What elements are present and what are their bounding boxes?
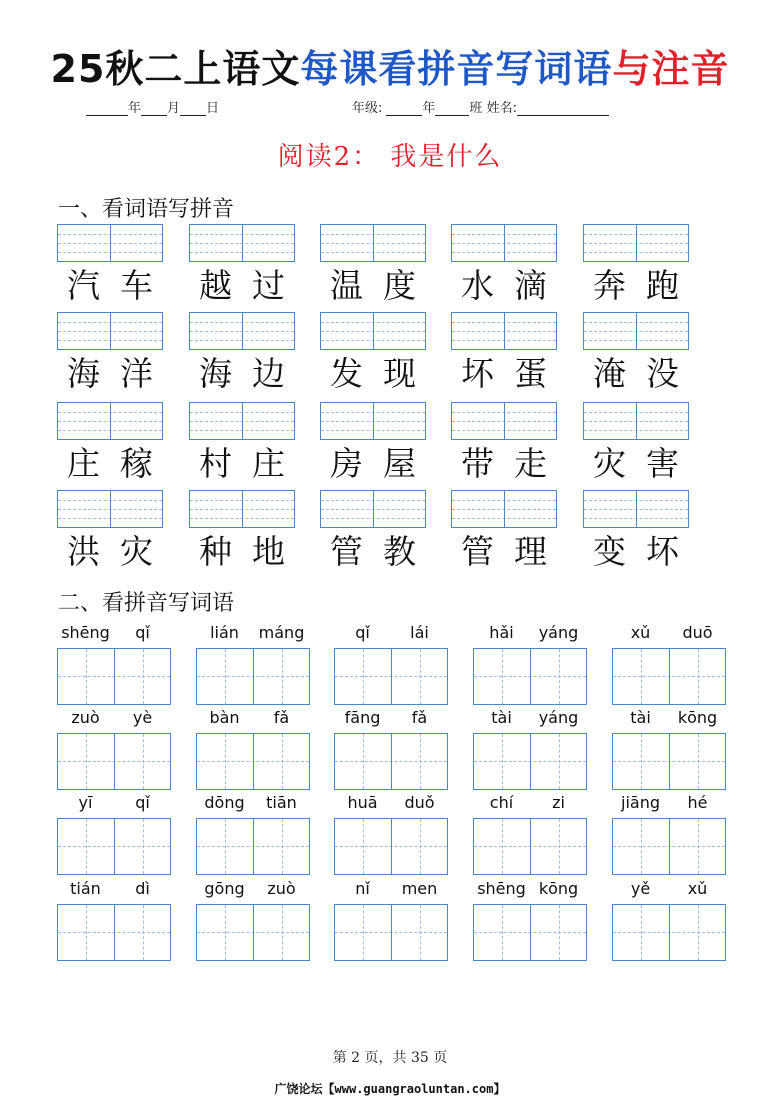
pinyin-writing-box[interactable] bbox=[320, 312, 426, 350]
date-line bbox=[86, 97, 219, 116]
pinyin-writing-box[interactable] bbox=[451, 312, 557, 350]
class-label: 班 bbox=[469, 101, 483, 116]
character-writing-grid[interactable] bbox=[334, 648, 448, 705]
pinyin-syllable: fǎ bbox=[411, 708, 428, 727]
word-char: 水 bbox=[461, 266, 494, 305]
pinyin-syllable: qǐ bbox=[135, 793, 150, 812]
class-blank[interactable] bbox=[435, 103, 469, 116]
word-char: 灾 bbox=[120, 532, 153, 571]
pinyin-writing-box[interactable] bbox=[57, 312, 163, 350]
character-writing-grid[interactable] bbox=[57, 648, 171, 705]
character-writing-grid[interactable] bbox=[334, 733, 448, 790]
character-writing-grid[interactable] bbox=[196, 648, 310, 705]
pinyin-syllable: hé bbox=[687, 793, 708, 812]
pinyin-syllable: máng bbox=[258, 623, 305, 642]
day-blank[interactable] bbox=[180, 103, 206, 116]
word-char: 理 bbox=[514, 532, 547, 571]
character-writing-grid[interactable] bbox=[334, 818, 448, 875]
word-char: 屋 bbox=[383, 444, 416, 483]
pinyin-syllable: zuò bbox=[267, 879, 296, 898]
word-char: 蛋 bbox=[514, 354, 547, 393]
word-char: 房 bbox=[330, 444, 363, 483]
pinyin-writing-box[interactable] bbox=[189, 224, 295, 262]
character-writing-grid[interactable] bbox=[196, 733, 310, 790]
pinyin-syllable: zi bbox=[552, 793, 565, 812]
word-char: 村 bbox=[199, 444, 232, 483]
pinyin-writing-box[interactable] bbox=[57, 402, 163, 440]
year-label: 年 bbox=[128, 101, 142, 116]
word-char: 边 bbox=[252, 354, 285, 393]
pinyin-syllable: dì bbox=[135, 879, 150, 898]
pinyin-syllable: gōng bbox=[204, 879, 245, 898]
word-char: 度 bbox=[383, 266, 416, 305]
grade-blank[interactable] bbox=[386, 103, 422, 116]
student-line bbox=[352, 97, 609, 116]
pinyin-syllable: tiān bbox=[266, 793, 297, 812]
pinyin-syllable: fāng bbox=[344, 708, 381, 727]
word-char: 稼 bbox=[120, 444, 153, 483]
pinyin-writing-box[interactable] bbox=[451, 402, 557, 440]
character-writing-grid[interactable] bbox=[196, 904, 310, 961]
pinyin-syllable: dōng bbox=[204, 793, 245, 812]
word-char: 灾 bbox=[593, 444, 626, 483]
pinyin-writing-box[interactable] bbox=[189, 312, 295, 350]
pinyin-syllable: lái bbox=[410, 623, 429, 642]
pinyin-writing-box[interactable] bbox=[189, 490, 295, 528]
character-writing-grid[interactable] bbox=[473, 904, 587, 961]
word-char: 温 bbox=[330, 266, 363, 305]
word-char: 庄 bbox=[67, 444, 100, 483]
character-writing-grid[interactable] bbox=[57, 818, 171, 875]
title-part-1: 25秋二上语文 bbox=[50, 47, 301, 91]
pinyin-syllable: zuò bbox=[71, 708, 100, 727]
character-writing-grid[interactable] bbox=[612, 904, 726, 961]
pinyin-syllable: tài bbox=[491, 708, 512, 727]
pinyin-syllable: hǎi bbox=[489, 623, 514, 642]
word-char: 海 bbox=[199, 354, 232, 393]
word-char: 海 bbox=[67, 354, 100, 393]
pinyin-syllable: yè bbox=[132, 708, 153, 727]
pinyin-syllable: jiāng bbox=[621, 793, 660, 812]
pinyin-writing-box[interactable] bbox=[451, 490, 557, 528]
month-blank[interactable] bbox=[141, 103, 167, 116]
name-label: 姓名: bbox=[486, 101, 517, 116]
character-writing-grid[interactable] bbox=[196, 818, 310, 875]
word-char: 种 bbox=[199, 532, 232, 571]
pinyin-syllable: kōng bbox=[538, 879, 579, 898]
pinyin-syllable: tài bbox=[630, 708, 651, 727]
word-char: 变 bbox=[593, 532, 626, 571]
pinyin-writing-box[interactable] bbox=[320, 224, 426, 262]
page-title bbox=[0, 38, 780, 93]
pinyin-syllable: yī bbox=[78, 793, 93, 812]
pinyin-syllable: qǐ bbox=[355, 623, 370, 642]
section2-heading: 二、看拼音写词语 bbox=[58, 591, 235, 616]
word-char: 坏 bbox=[461, 354, 494, 393]
word-char: 庄 bbox=[252, 444, 285, 483]
word-char: 过 bbox=[252, 266, 285, 305]
pinyin-syllable: yáng bbox=[538, 623, 579, 642]
word-char: 跑 bbox=[646, 266, 679, 305]
pinyin-syllable: duō bbox=[682, 623, 713, 642]
pinyin-writing-box[interactable] bbox=[583, 224, 689, 262]
character-writing-grid[interactable] bbox=[473, 733, 587, 790]
pinyin-writing-box[interactable] bbox=[320, 490, 426, 528]
word-char: 坏 bbox=[646, 532, 679, 571]
pinyin-syllable: yáng bbox=[538, 708, 579, 727]
pinyin-syllable: nǐ bbox=[355, 879, 370, 898]
character-writing-grid[interactable] bbox=[57, 904, 171, 961]
pinyin-syllable: shēng bbox=[61, 623, 110, 642]
word-char: 洋 bbox=[120, 354, 153, 393]
title-part-3: 与注音 bbox=[612, 47, 730, 91]
pinyin-syllable: tián bbox=[70, 879, 101, 898]
pinyin-syllable: bàn bbox=[209, 708, 240, 727]
pinyin-writing-box[interactable] bbox=[583, 402, 689, 440]
word-char: 现 bbox=[383, 354, 416, 393]
month-label: 月 bbox=[167, 101, 181, 116]
grade-year-label: 年 bbox=[422, 101, 436, 116]
pinyin-writing-box[interactable] bbox=[57, 224, 163, 262]
word-char: 滴 bbox=[514, 266, 547, 305]
pinyin-writing-box[interactable] bbox=[189, 402, 295, 440]
word-char: 汽 bbox=[67, 266, 100, 305]
year-blank[interactable] bbox=[86, 103, 128, 116]
page-number: 第 2 页，共 35 页 bbox=[332, 1050, 448, 1066]
pinyin-syllable: duǒ bbox=[404, 793, 435, 812]
pinyin-syllable: shēng bbox=[477, 879, 526, 898]
day-label: 日 bbox=[206, 101, 220, 116]
name-blank[interactable] bbox=[517, 103, 609, 116]
pinyin-syllable: fǎ bbox=[273, 708, 290, 727]
title-part-2: 每课看拼音写词语 bbox=[300, 47, 613, 91]
pinyin-writing-box[interactable] bbox=[451, 224, 557, 262]
word-char: 洪 bbox=[67, 532, 100, 571]
character-writing-grid[interactable] bbox=[473, 818, 587, 875]
word-char: 越 bbox=[199, 266, 232, 305]
pinyin-writing-box[interactable] bbox=[583, 490, 689, 528]
pinyin-syllable: xǔ bbox=[687, 879, 708, 898]
grade-label: 年级: bbox=[352, 101, 383, 116]
word-char: 害 bbox=[646, 444, 679, 483]
pinyin-syllable: qǐ bbox=[135, 623, 150, 642]
character-writing-grid[interactable] bbox=[612, 648, 726, 705]
word-char: 管 bbox=[461, 532, 494, 571]
footer-site: 广饶论坛【www.guangraoluntan.com】 bbox=[274, 1082, 506, 1096]
pinyin-syllable: chí bbox=[489, 793, 514, 812]
pinyin-syllable: xǔ bbox=[630, 623, 651, 642]
word-char: 带 bbox=[461, 444, 494, 483]
word-char: 走 bbox=[514, 444, 547, 483]
pinyin-syllable: kōng bbox=[677, 708, 718, 727]
word-char: 教 bbox=[383, 532, 416, 571]
pinyin-writing-box[interactable] bbox=[320, 402, 426, 440]
pinyin-syllable: yě bbox=[630, 879, 651, 898]
pinyin-syllable: men bbox=[401, 879, 438, 898]
character-writing-grid[interactable] bbox=[334, 904, 448, 961]
word-char: 淹 bbox=[593, 354, 626, 393]
character-writing-grid[interactable] bbox=[612, 733, 726, 790]
word-char: 奔 bbox=[593, 266, 626, 305]
lesson-title: 阅读2： 我是什么 bbox=[277, 142, 503, 172]
word-char: 地 bbox=[252, 532, 285, 571]
pinyin-writing-box[interactable] bbox=[57, 490, 163, 528]
pinyin-writing-box[interactable] bbox=[583, 312, 689, 350]
character-writing-grid[interactable] bbox=[473, 648, 587, 705]
word-char: 没 bbox=[646, 354, 679, 393]
word-char: 管 bbox=[330, 532, 363, 571]
word-char: 车 bbox=[120, 266, 153, 305]
character-writing-grid[interactable] bbox=[612, 818, 726, 875]
pinyin-syllable: huā bbox=[347, 793, 378, 812]
pinyin-syllable: lián bbox=[210, 623, 239, 642]
section1-heading: 一、看词语写拼音 bbox=[58, 197, 235, 222]
word-char: 发 bbox=[330, 354, 363, 393]
character-writing-grid[interactable] bbox=[57, 733, 171, 790]
